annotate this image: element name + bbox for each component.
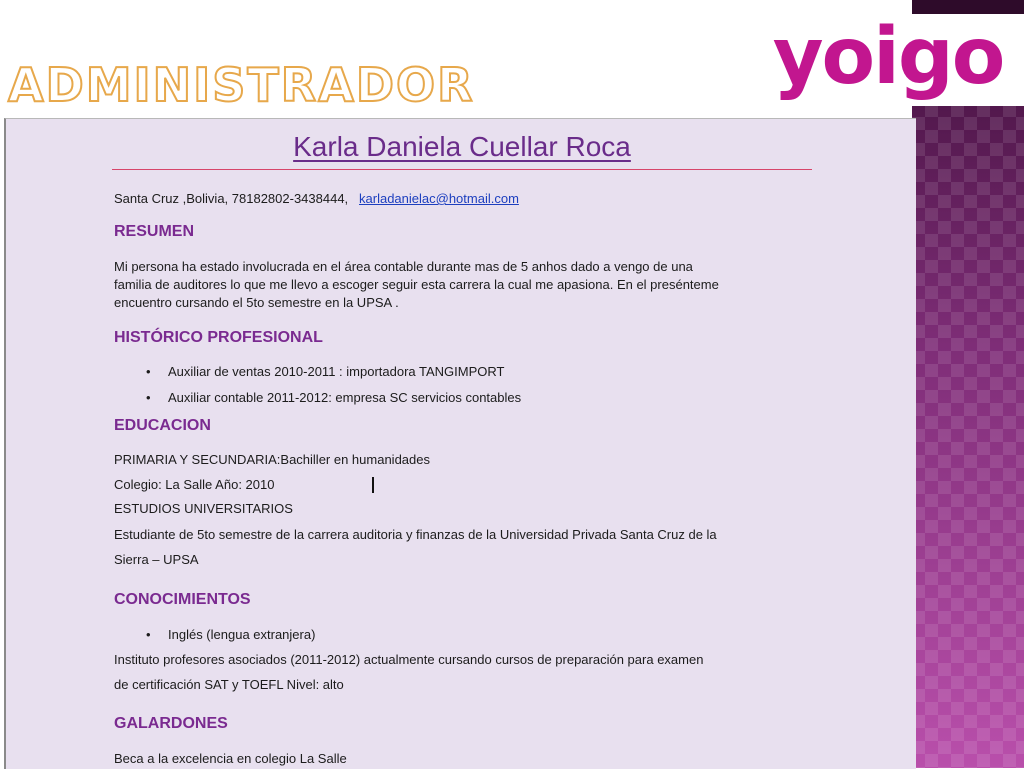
education-line: Colegio: La Salle Año: 2010 [114, 477, 275, 492]
history-item: Auxiliar contable 2011-2012: empresa SC servicios contables [168, 390, 522, 405]
name-divider [112, 169, 812, 170]
education-heading: EDUCACION [114, 417, 211, 434]
email-link[interactable]: karladanielac@hotmail.com [359, 191, 519, 206]
knowledge-line: Instituto profesores asociados (2011-2012) actualmente cursando cursos de preparación para examen [114, 652, 704, 667]
resume-document [4, 118, 916, 769]
education-line: Sierra – UPSA [114, 552, 199, 567]
contact-info: Santa Cruz ,Bolivia, 78182802-3438444, [114, 191, 349, 206]
text-cursor [372, 477, 374, 493]
summary-line: familia de auditores lo que me llevo a escoger seguir esta carrera la cual me apasiona. En el presénteme [114, 277, 719, 292]
summary-line: encuentro cursando el 5to semestre en la UPSA . [114, 295, 399, 310]
bullet-icon: • [146, 627, 151, 642]
bullet-icon: • [146, 390, 151, 405]
history-item: Auxiliar de ventas 2010-2011 : importadora TANGIMPORT [168, 364, 505, 379]
education-line: Estudiante de 5to semestre de la carrera auditoria y finanzas de la Universidad Privada Santa Cruz de la [114, 527, 717, 542]
history-heading: HISTÓRICO PROFESIONAL [114, 329, 323, 346]
awards-heading: GALARDONES [114, 715, 228, 732]
knowledge-heading: CONOCIMIENTOS [114, 591, 251, 608]
education-line: ESTUDIOS UNIVERSITARIOS [114, 501, 293, 516]
education-line: PRIMARIA Y SECUNDARIA:Bachiller en humanidades [114, 452, 430, 467]
yoigo-logo: yoigo [772, 12, 1004, 102]
knowledge-line: de certificación SAT y TOEFL Nivel: alto [114, 677, 344, 692]
awards-line: Beca a la excelencia en colegio La Salle [114, 751, 347, 766]
bullet-icon: • [146, 364, 151, 379]
resume-name: Karla Daniela Cuellar Roca [293, 131, 631, 162]
summary-line: Mi persona ha estado involucrada en el área contable durante mas de 5 anhos dado a vengo de una [114, 259, 693, 274]
knowledge-item: Inglés (lengua extranjera) [168, 627, 316, 642]
summary-heading: RESUMEN [114, 223, 195, 240]
contact-line [114, 191, 519, 206]
decorative-side-panel [912, 0, 1024, 768]
slide-title: ADMINISTRADOR [8, 58, 475, 112]
